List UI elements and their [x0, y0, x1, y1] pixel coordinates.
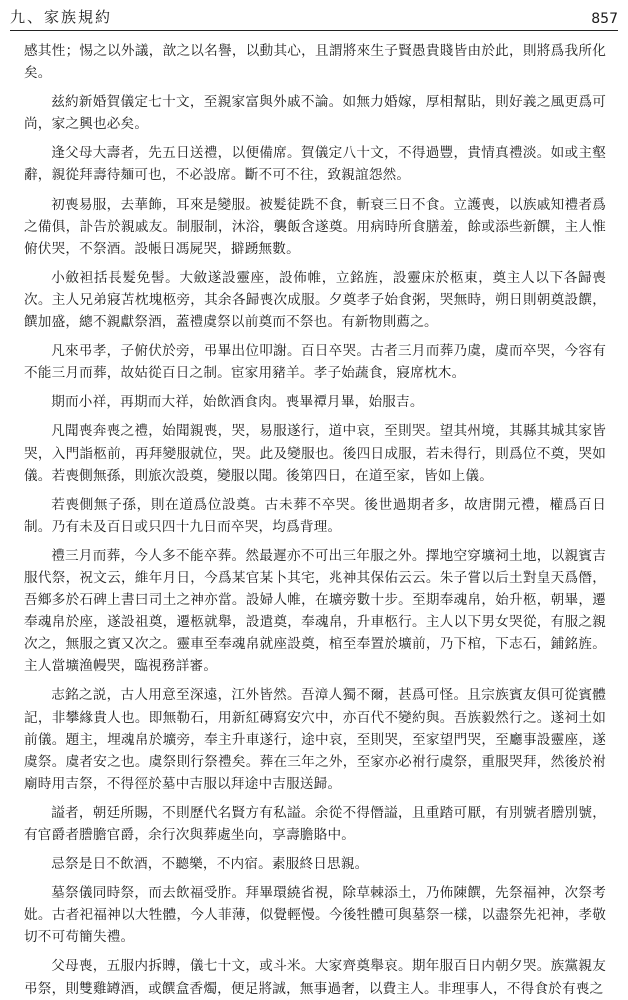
- paragraph: 謚者，朝廷所賜，不則歷代名賢方有私謚。余從不得僭謚，且重踏可厭，有別號者謄別號，有官爵者謄膽官爵，余行次與葬處坐向，享壽膽賂中。: [24, 804, 606, 843]
- paragraph: 感其性；惕之以外議，歆之以名譽，以動其心，且謂將來生子賢愚貴賤皆由於此，則將爲我所化矣。: [24, 43, 606, 82]
- paragraph: 凡聞喪奔喪之禮，始聞親喪，哭，易服遂行，道中哀，至則哭。望其州境，其縣其城其家皆哭，入門詣柩前，再拜變服就位，哭。此及變服也。後四日成服，若未得行，則爲位不奠，哭如儀。若喪側無孫，則旅次設奠，變服以聞。後第四日，在道至家，皆如上儀。: [24, 423, 606, 484]
- paragraph: 兹約新婚賀儀定七十文，至親家富與外戚不論。如無力婚嫁，厚相幫貼，則好義之風更爲可尚，家之興也必矣。: [24, 94, 606, 133]
- paragraph: 凡來弔孝，子俯伏於旁，弔畢出位叩謝。百日卒哭。古者三月而葬乃虞，虞而卒哭，今容有不能三月而葬，故姑從百日之制。宦家用豬羊。孝子始蔬食，寢席枕木。: [24, 343, 606, 382]
- section-title: 九、家族規約: [10, 8, 113, 26]
- paragraph: 期而小祥，再期而大祥，始飲酒食肉。喪畢禫月畢，始服吉。: [51, 394, 424, 411]
- paragraph: 墓祭儀同時祭，而去飲福受胙。拜畢環繞省視，除草棘添土，乃佈陳饌，先祭福神，次祭考妣。古者祀福神以大牲體，今人菲薄，似覺輕慢。今後牲體可與墓祭一樣，以盡祭先祀神，孝敬切不可苟簡失禮。: [24, 885, 606, 946]
- paragraph: 忌祭是日不飲酒，不聽樂，不内宿。素服終日思親。: [51, 856, 369, 873]
- paragraph: 禮三月而葬，今人多不能卒葬。然最遲亦不可出三年服之外。擇地空穿壙祠土地，以親賓吉服代祭，祝文云，維年月日，今爲某官某卜其宅，兆神其保佑云云。朱子嘗以后土對皇天爲僭，吾鄉多於石碑上書曰司土之神亦當。設婦人帷，在壙旁數十步。至期奉魂帛，始升柩，朝畢，遷奉魂帛於座，遂設祖奠，遷柩就舉，設遣奠，奉魂帛，升車柩行。主人以下男女哭從，有服之親次之，無服之賓又次之。靈車至奉魂帛就座設奠，棺至奉置於壙前，乃下棺，下志石，鋪銘旌。主人當壙渔幔哭，臨視務詳審。: [24, 547, 606, 675]
- page-number: 857: [591, 11, 618, 27]
- paragraph: 父母喪，五服内拆賻，儀七十文，或斗米。大家齊奠舉哀。期年服百日内朝夕哭。族黨親友弔祭，則雙雞罇酒，或饌盒香燭，便足將誠，無事過奢，以費主人。非理事人，不得食於有喪之: [24, 958, 606, 997]
- paragraph: 若喪側無子孫，則在道爲位設奠。古未葬不卒哭。後世過期者多，故唐開元禮，權爲百日制。乃有未及百日或只四十九日而卒哭，均爲背理。: [24, 496, 606, 535]
- paragraph: 小斂袒括長髮免髻。大斂遂設靈座，設佈帷，立銘旌，設靈床於柩東，奠主人以下各歸喪次。主人兄弟寢苫枕塊柩旁，其余各歸喪次成服。夕奠孝子始食粥，哭無時，朔日則朝奠設饌，饌加盛，總不親獻祭酒，蓋禮虞祭以前奠而不祭也。有新物則薦之。: [24, 269, 606, 331]
- paragraph: 志銘之説，古人用意至深遠，江外皆然。吾漳人獨不爾，甚爲可怪。且宗族賓友俱可從賓體記，非攀緣貴人也。即無勒石，用新紅磚寫安穴中，亦百代不變約與。吾族毅然行之。遂祠土如前儀。題主，埋魂帛於壙旁，奉主升車遂行，途中哀，至則哭，至家望門哭，至廳事設靈座，遂虞祭。虞者安之也。虞祭則行祭禮矣。葬在三年之外，至家亦必祔行虞祭，重服哭拜，然後於祔廟時用吉祭，不得徑於墓中吉服以拜途中吉服送歸。: [24, 687, 606, 792]
- document-body: [24, 40, 606, 997]
- paragraph: 逢父母大壽者，先五日送禮，以便備席。賀儀定八十文，不得過豐，貴情真禮淡。如或主壑辭，親從拜壽待麺可也，不必設席。斷不可不往，致親誼怨然。: [24, 145, 606, 184]
- paragraph: 初喪易服，去華飾，耳來是變服。被髮徒跣不食，斬衰三日不食。立護喪，以族戚知禮者爲之備俱，訃告於親戚友。制服制，沐浴，襲飯含遂奠。用病時所食膳羞，餘或添些新饌，主人惟俯伏哭，不祭酒。設帳日馮屍哭，擗踴無數。: [24, 196, 606, 257]
- running-header: [10, 8, 618, 31]
